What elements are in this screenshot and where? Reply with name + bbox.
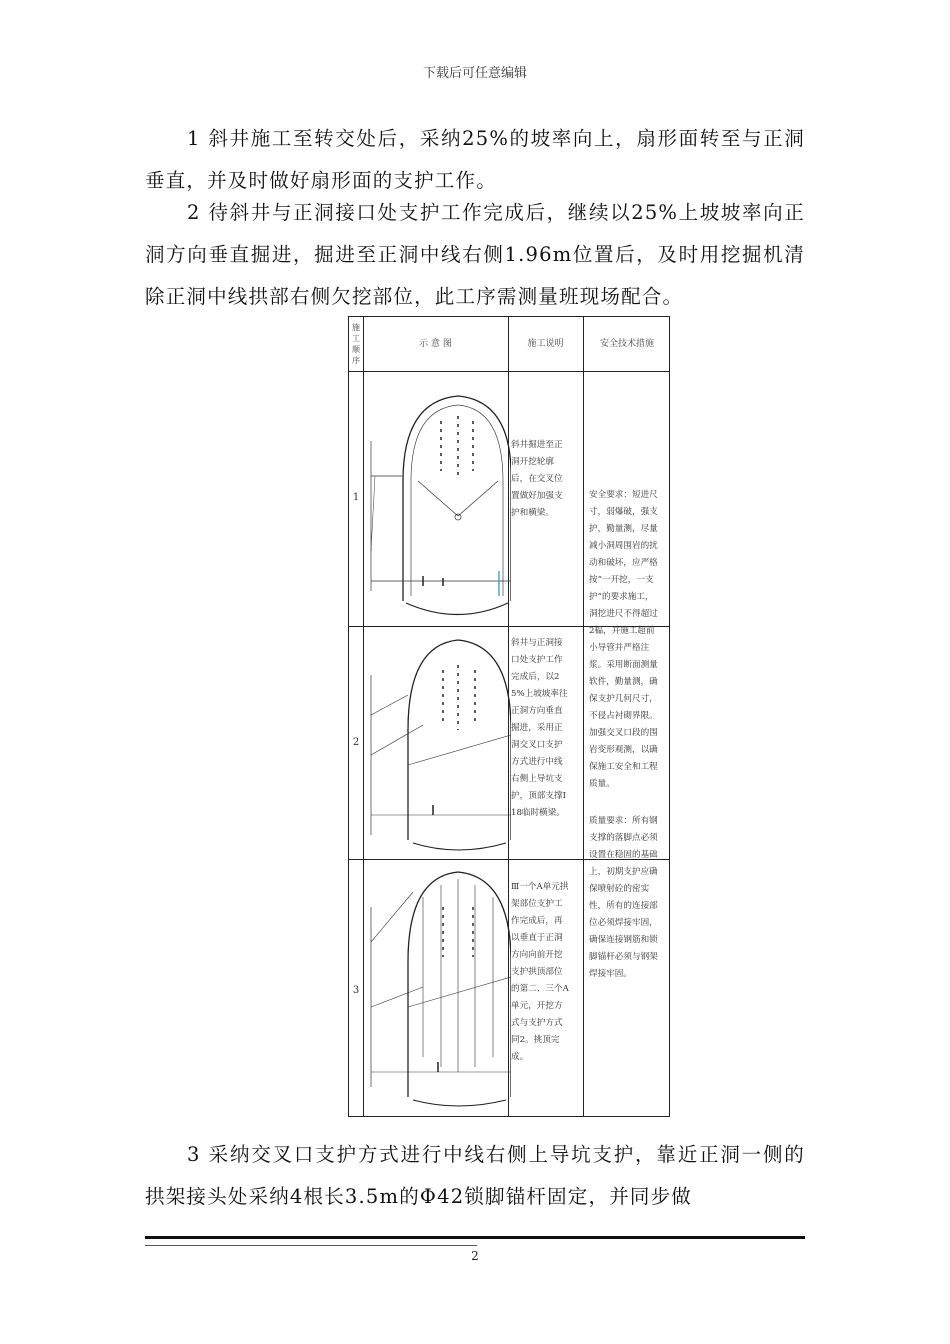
quality-requirements: 质量要求：所有钢支撑的落脚点必须设置在稳固的基础上，初期支护应确保喷射砼的密实性，所有的连接部位必须焊接牢固，确保连接钢筋和锁脚锚杆必须与钢架焊接牢固。 — [589, 816, 658, 979]
header-diagram: 示 意 图 — [419, 338, 452, 349]
paragraph-3-text: 3 采纳交叉口支护方式进行中线右侧上导坑支护，靠近正洞一侧的拱架接头处采纳4根长3.5m的Φ42锁脚锚杆固定，并同步做 — [145, 1143, 805, 1208]
paragraph-1-text: 1 斜井施工至转交处后，采纳25%的坡率向上，扇形面转至与正洞垂直，并及时做好扇形面的支护工作。 — [145, 127, 805, 192]
row-1-description: 斜井掘进至正洞开挖轮廓后，在交叉位置做好加强支护和横梁。 — [511, 440, 563, 518]
footer-rule-thin — [145, 1245, 477, 1246]
header-description: 施工说明 — [527, 338, 564, 349]
header-safety: 安全技术措施 — [599, 338, 654, 349]
footer-rule — [145, 1236, 805, 1239]
paragraph-2 — [145, 192, 805, 318]
row-2-number: 2 — [352, 737, 360, 748]
paragraph-3 — [145, 1134, 805, 1218]
construction-sequence-table — [348, 316, 670, 1117]
row-3-description: Ⅲ一个A单元拱架部位支护工作完成后，再以垂直于正洞方向向前开挖支护拱顶部位的第二、三个A单元，开挖方式与支护方式同2。挑顶完成。 — [511, 882, 569, 1062]
paragraph-1 — [145, 118, 805, 202]
tunnel-diagram-3 — [363, 867, 511, 1112]
row-2-description: 斜井与正洞接口处支护工作完成后，以25%上坡坡率往正洞方向垂直掘进，采用正洞交叉口支护方式进行中线右侧上导坑支护，顶部支撑I18临时横梁。 — [511, 638, 568, 818]
row-1-number: 1 — [352, 492, 360, 503]
tunnel-diagram-2 — [363, 635, 511, 855]
header-sequence: 施工顺序 — [352, 323, 360, 365]
row-3-number: 3 — [352, 985, 360, 996]
page-number: 2 — [471, 1249, 479, 1263]
header-note: 下载后可任意编辑 — [422, 66, 527, 81]
tunnel-diagram-1 — [363, 381, 511, 621]
paragraph-2-text: 2 待斜井与正洞接口处支护工作完成后，继续以25%上坡坡率向正洞方向垂直掘进，掘进至正洞中线右侧1.96m位置后，及时用挖掘机清除正洞中线拱部右侧欠挖部位，此工序需测量班现场配合。 — [145, 201, 805, 308]
safety-requirements: 安全要求：短进尺寸，弱爆破，强支护，勤量测，尽量减小洞周围岩的扰动和破坏，应严格按“一开挖，一支护”的要求施工，洞挖进尺不得超过2榀，并施工超前小导管并严格注浆。采用断面测量软件，勤量测，确保支护几何尺寸，不侵占衬砌界限。加强交叉口段的围岩变形观测，以确保施工安全和工程质量。 — [589, 490, 658, 789]
